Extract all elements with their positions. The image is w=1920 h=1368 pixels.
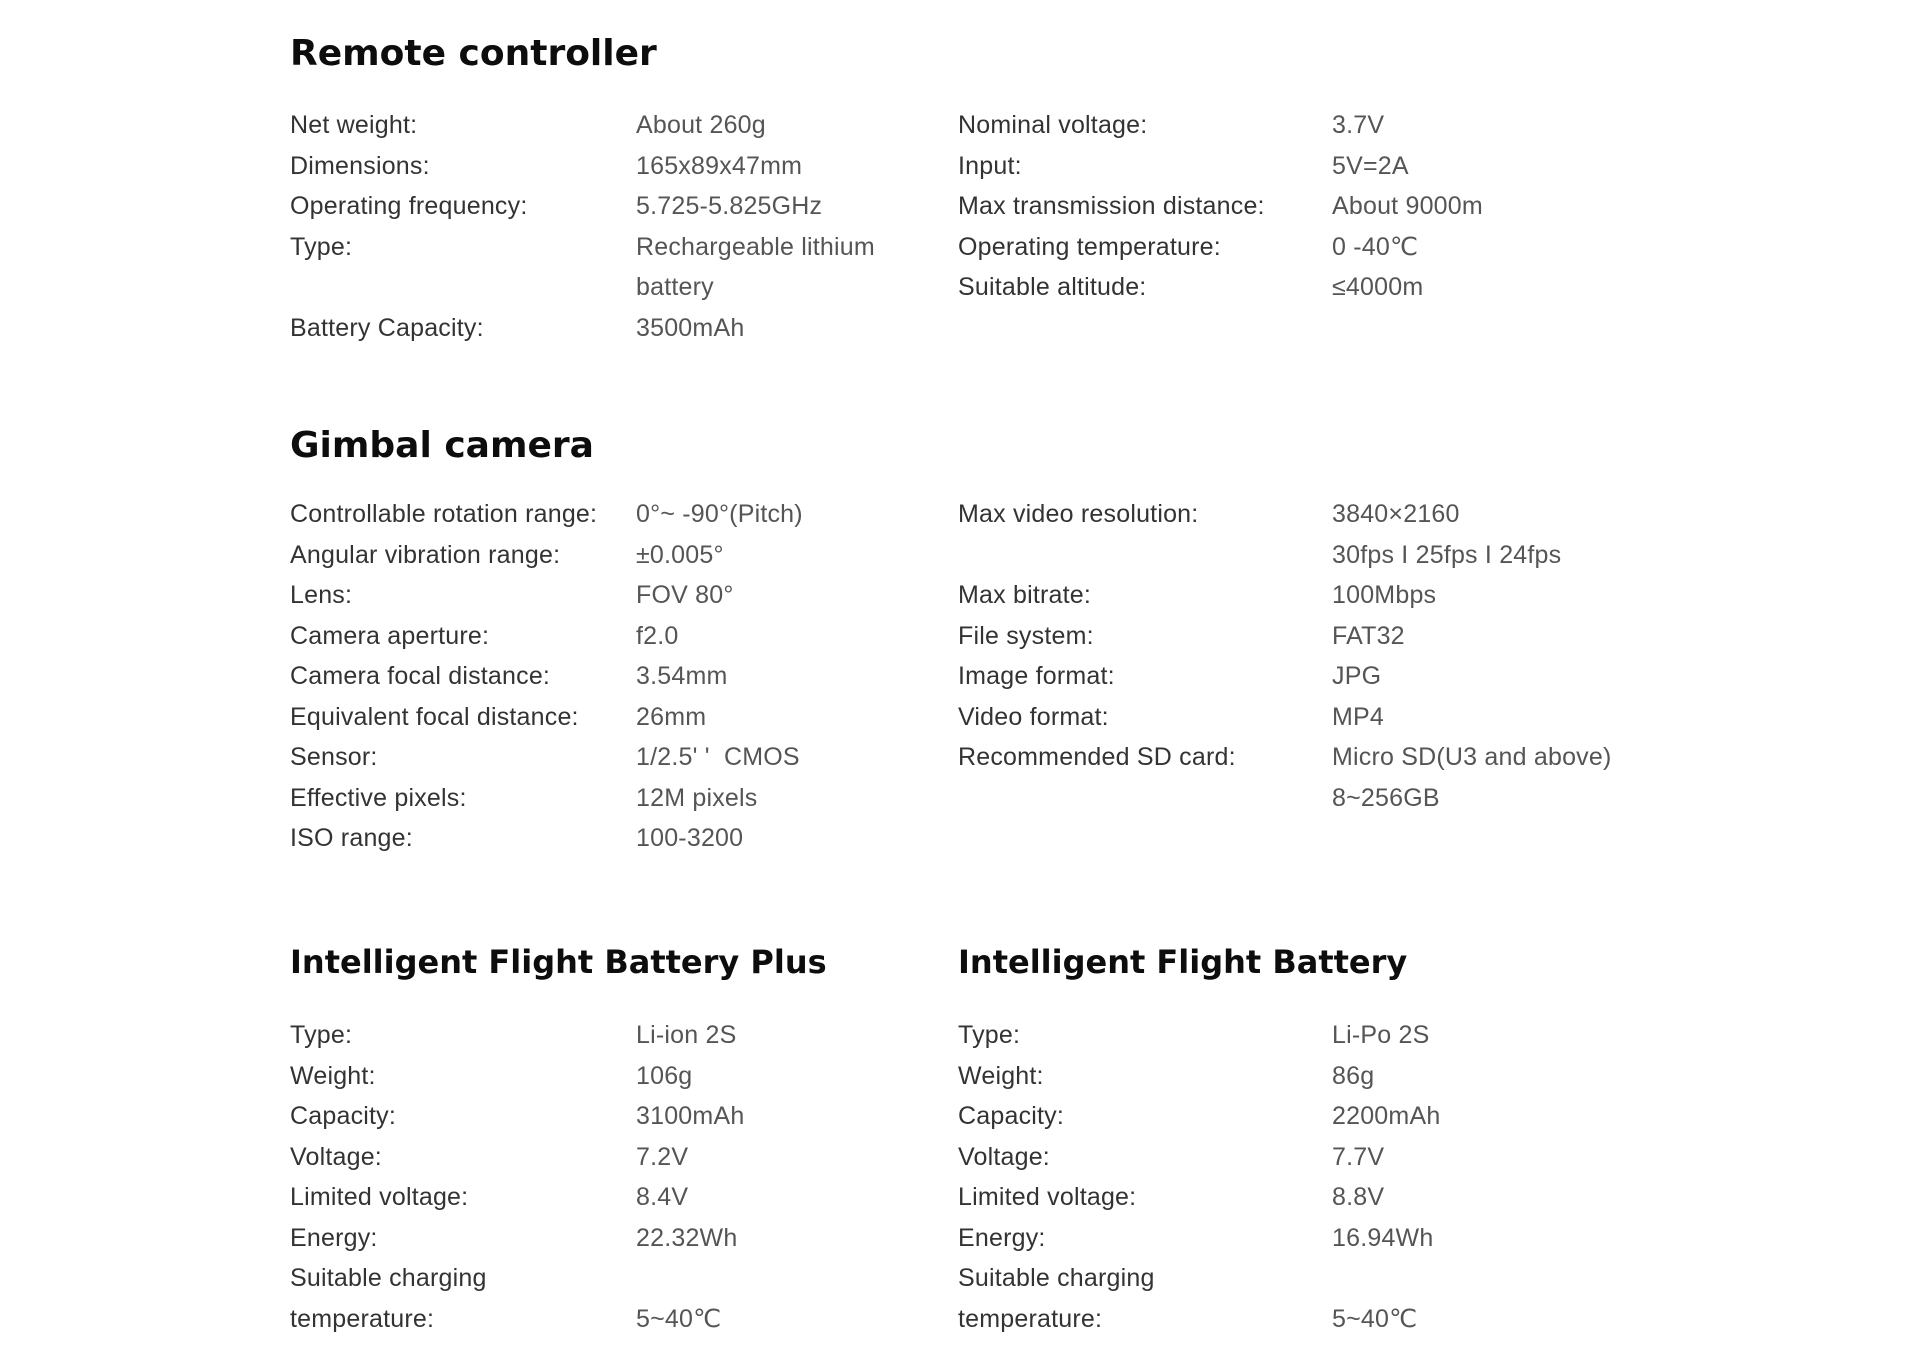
- spec-label: Dimensions:: [290, 151, 430, 180]
- spec-label: Suitable charging temperature:: [290, 1264, 487, 1333]
- remote-controller-specs-left: [290, 105, 936, 348]
- spec-value: 5~40℃: [1332, 1304, 1418, 1333]
- spec-value: 3840×2160: [1332, 500, 1460, 528]
- spec-value: 0 -40℃: [1332, 232, 1419, 261]
- spec-label: ISO range:: [290, 824, 413, 852]
- spec-row-image-format: [958, 656, 1672, 697]
- remote-controller-specs-right: [958, 105, 1672, 308]
- spec-row-angular-vibration-range: [290, 535, 936, 576]
- spec-value: FOV 80°: [636, 581, 734, 609]
- spec-row-equivalent-focal-distance: [290, 697, 936, 738]
- spec-row-lens: [290, 575, 936, 616]
- spec-row-voltage: [290, 1137, 936, 1178]
- spec-label: Suitable charging temperature:: [958, 1264, 1155, 1333]
- spec-label: Net weight:: [290, 111, 418, 139]
- spec-value: Micro SD(U3 and above): [1332, 743, 1612, 771]
- spec-value: 5~40℃: [636, 1304, 722, 1333]
- gimbal-camera-specs-right: [958, 494, 1672, 818]
- spec-value: 7.2V: [636, 1142, 689, 1171]
- spec-value: ±0.005°: [636, 540, 724, 569]
- spec-row-controllable-rotation-range: [290, 494, 936, 535]
- battery-title: Intelligent Flight Battery: [958, 943, 1408, 981]
- spec-label: Weight:: [958, 1061, 1044, 1090]
- spec-value: 0°~ -90°(Pitch): [636, 500, 803, 528]
- spec-row-weight: [958, 1056, 1672, 1097]
- spec-row-dimensions: [290, 146, 936, 187]
- spec-label: Lens:: [290, 581, 353, 609]
- spec-row-limited-voltage: [958, 1177, 1672, 1218]
- spec-value: ≤4000m: [1332, 273, 1424, 301]
- spec-row-operating-frequency: [290, 186, 936, 227]
- spec-row-capacity: [290, 1096, 936, 1137]
- spec-row-energy: [290, 1218, 936, 1259]
- spec-label: Battery Capacity:: [290, 313, 484, 342]
- spec-value: Li-Po 2S: [1332, 1021, 1430, 1049]
- spec-label: Image format:: [958, 662, 1115, 690]
- battery-specs: [958, 1015, 1672, 1339]
- spec-value: JPG: [1332, 662, 1382, 690]
- spec-label: Max video resolution:: [958, 500, 1199, 528]
- spec-row-type: [290, 1015, 936, 1056]
- spec-label: Angular vibration range:: [290, 540, 561, 569]
- spec-label: Voltage:: [958, 1142, 1050, 1171]
- spec-value: 1/2.5' ' CMOS: [636, 743, 800, 771]
- spec-value: 165x89x47mm: [636, 151, 803, 180]
- spec-value: 22.32Wh: [636, 1223, 738, 1252]
- spec-value-secondary: 8~256GB: [1332, 783, 1440, 812]
- spec-row-effective-pixels: [290, 778, 936, 819]
- spec-value: 8.4V: [636, 1183, 689, 1211]
- spec-label: Voltage:: [290, 1142, 382, 1171]
- spec-row-max-bitrate: [958, 575, 1672, 616]
- spec-value: Li-ion 2S: [636, 1021, 737, 1049]
- spec-value: 16.94Wh: [1332, 1223, 1434, 1252]
- battery-plus-specs: [290, 1015, 936, 1339]
- spec-value: 2200mAh: [1332, 1102, 1441, 1130]
- spec-label: Input:: [958, 151, 1022, 180]
- spec-row-recommended-sd-card: [958, 737, 1672, 818]
- spec-row-video-format: [958, 697, 1672, 738]
- spec-value: MP4: [1332, 702, 1385, 731]
- spec-row-type: [290, 227, 936, 308]
- spec-value: 5V=2A: [1332, 151, 1409, 180]
- spec-value: 7.7V: [1332, 1142, 1385, 1171]
- spec-value: 26mm: [636, 702, 707, 731]
- spec-label: Capacity:: [290, 1102, 397, 1130]
- spec-label: Camera aperture:: [290, 621, 490, 650]
- spec-value: 3.7V: [1332, 111, 1385, 139]
- spec-row-sensor: [290, 737, 936, 778]
- spec-row-limited-voltage: [290, 1177, 936, 1218]
- spec-value: 86g: [1332, 1061, 1375, 1090]
- spec-label: Controllable rotation range:: [290, 500, 598, 528]
- spec-value-group: [1332, 737, 1672, 818]
- spec-label: Energy:: [290, 1223, 378, 1252]
- spec-value-group: [1332, 494, 1672, 575]
- spec-label: Energy:: [958, 1223, 1046, 1252]
- spec-row-max-video-resolution: [958, 494, 1672, 575]
- spec-label: Weight:: [290, 1061, 376, 1090]
- gimbal-camera-specs-left: [290, 494, 936, 859]
- spec-label: Video format:: [958, 702, 1109, 731]
- spec-row-net-weight: [290, 105, 936, 146]
- spec-label: Capacity:: [958, 1102, 1065, 1130]
- battery-plus-title: Intelligent Flight Battery Plus: [290, 943, 827, 981]
- spec-value: 3100mAh: [636, 1102, 745, 1130]
- spec-row-input: [958, 146, 1672, 187]
- spec-row-operating-temperature: [958, 227, 1672, 268]
- spec-row-max-transmission-distance: [958, 186, 1672, 227]
- spec-value: 100Mbps: [1332, 581, 1437, 609]
- spec-label: File system:: [958, 621, 1094, 650]
- spec-value: 100-3200: [636, 824, 744, 852]
- spec-label: Operating frequency:: [290, 192, 528, 220]
- spec-label: Limited voltage:: [290, 1183, 469, 1211]
- spec-value-secondary: 30fps I 25fps I 24fps: [1332, 540, 1562, 569]
- spec-row-battery-capacity: [290, 308, 936, 349]
- spec-value: 12M pixels: [636, 783, 758, 812]
- spec-row-nominal-voltage: [958, 105, 1672, 146]
- spec-label: Max bitrate:: [958, 581, 1092, 609]
- spec-label: Effective pixels:: [290, 783, 467, 812]
- spec-row-file-system: [958, 616, 1672, 657]
- spec-label: Type:: [290, 232, 353, 261]
- spec-row-type: [958, 1015, 1672, 1056]
- spec-label: Equivalent focal distance:: [290, 702, 579, 731]
- spec-label: Recommended SD card:: [958, 743, 1236, 771]
- spec-label: Camera focal distance:: [290, 662, 551, 690]
- spec-row-camera-aperture: [290, 616, 936, 657]
- spec-value: Rechargeable lithium battery: [636, 232, 875, 301]
- spec-row-capacity: [958, 1096, 1672, 1137]
- gimbal-camera-title: Gimbal camera: [290, 425, 594, 466]
- spec-value: 5.725-5.825GHz: [636, 192, 823, 220]
- spec-row-charging-temperature: [290, 1258, 936, 1339]
- spec-row-weight: [290, 1056, 936, 1097]
- spec-value: 3.54mm: [636, 662, 728, 690]
- spec-row-voltage: [958, 1137, 1672, 1178]
- spec-label: Limited voltage:: [958, 1183, 1137, 1211]
- spec-row-camera-focal-distance: [290, 656, 936, 697]
- spec-value: About 260g: [636, 111, 766, 139]
- spec-label: Nominal voltage:: [958, 111, 1148, 139]
- spec-label: Max transmission distance:: [958, 192, 1265, 220]
- spec-label: Sensor:: [290, 743, 378, 771]
- spec-label: Suitable altitude:: [958, 273, 1147, 301]
- spec-value: About 9000m: [1332, 192, 1483, 220]
- spec-label: Type:: [290, 1021, 353, 1049]
- spec-value: f2.0: [636, 621, 679, 650]
- remote-controller-title: Remote controller: [290, 33, 657, 74]
- spec-row-charging-temperature: [958, 1258, 1672, 1339]
- spec-label: Type:: [958, 1021, 1021, 1049]
- spec-label: Operating temperature:: [958, 232, 1221, 261]
- spec-row-energy: [958, 1218, 1672, 1259]
- spec-row-suitable-altitude: [958, 267, 1672, 308]
- spec-value: 8.8V: [1332, 1183, 1385, 1211]
- spec-row-iso-range: [290, 818, 936, 859]
- spec-value: 106g: [636, 1061, 693, 1090]
- spec-value: FAT32: [1332, 621, 1405, 650]
- spec-value: 3500mAh: [636, 313, 745, 342]
